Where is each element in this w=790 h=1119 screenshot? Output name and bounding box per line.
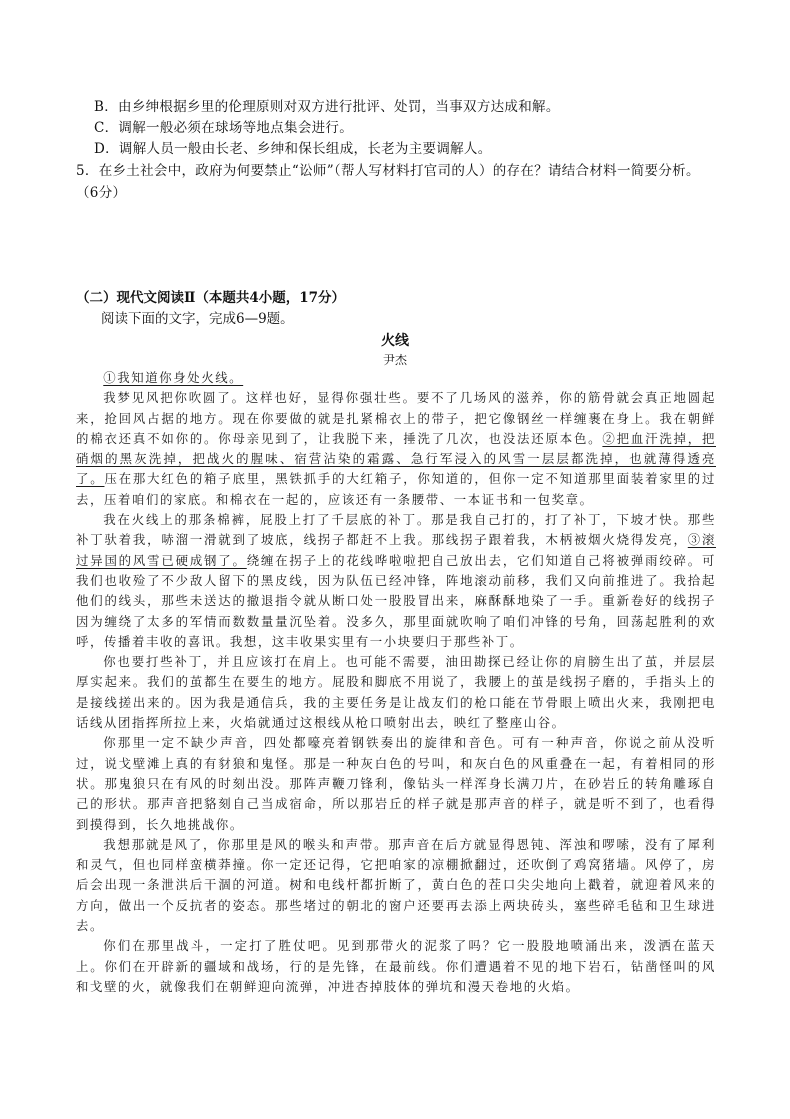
article-author: 尹杰 bbox=[382, 353, 407, 367]
option-b: B．由乡绅根据乡里的伦理原则对双方进行批评、处罚，当事双方达成和解。 bbox=[94, 99, 560, 115]
paragraph-1 bbox=[76, 368, 716, 388]
paragraph-3-part-a: 我在火线上的那条棉裤，屁股上打了千层底的补丁。那是我自己打的，打了补丁，下坡才快。那些补丁驮着我，哧溜一滑就到了坡底，线拐子都赶不上我。那线拐子跟着我，木柄被烟火烧得发亮， bbox=[76, 512, 716, 548]
option-c: C．调解一般必须在球场等地点集会进行。 bbox=[94, 120, 354, 136]
paragraph-3 bbox=[76, 510, 716, 652]
paragraph-2-part-b: 压在那大红色的箱子底里，黑铁抓手的大红箱子，你知道的，但你一定不知道那里面装着家里的过去，压着咱们的家底。和棉衣在一起的，应该还有一条腰带、一本证书和一包奖章。 bbox=[76, 471, 716, 507]
paragraph-6: 我想那就是风了，你那里是风的喉头和声带。那声音在后方就显得恩钝、浑浊和啰嗦，没有了犀利和灵气，但也同样蛮横莽撞。你一定还记得，它把咱家的凉棚掀翻过，还吹倒了鸡窝猪墙。风停了，房后会出现一条泄洪后干涸的河道。树和电线杆都折断了，黄白色的茬口尖尖地向上戳着，就迎着风来的方向，做出一个反抗者的姿态。那些堵过的朝北的窗户还要再去添上两块砖头，塞些碎毛毡和卫生球进去。 bbox=[76, 836, 716, 934]
article-body bbox=[76, 368, 716, 997]
article-title: 火线 bbox=[381, 333, 409, 349]
paragraph-4: 你也要打些补丁，并且应该打在肩上。也可能不需要，油田勘探已经让你的肩膀生出了茧，并层层厚实起来。我们的茧都生在要生的地方。屁股和脚底不用说了，我腰上的茧是线拐子磨的，手指头上的是接线搓出来的。因为我是通信兵，我的主要任务是让战友们的枪口能在节骨眼上喷出火来，我刚把电话线从团指挥所拉上来，火焰就通过这根线从枪口喷射出去，映红了整座山谷。 bbox=[76, 654, 716, 731]
section-instruction: 阅读下面的文字，完成6—9题。 bbox=[101, 311, 294, 327]
question-5-text: 5．在乡土社会中，政府为何要禁止“讼师”（帮人写材料打官司的人）的存在？请结合材料一简要分析。 bbox=[76, 163, 700, 179]
paragraph-2-part-a: 我梦见风把你吹圆了。这样也好，显得你强壮些。要不了几场风的滋养，你的筋骨就会真正地圆起来，抢回风占据的地方。现在你要做的就是扎紧棉衣上的带子，把它像钢丝一样缠裹在身上。我在朝鲜的棉衣还真不如你的。你母亲见到了，让我脱下来，捶洗了几次，也没法还原本色。 bbox=[76, 390, 716, 446]
paragraph-2 bbox=[76, 388, 716, 510]
section-heading: （二）现代文阅读Ⅱ（本题共4小题，17分） bbox=[76, 290, 346, 306]
paragraph-5: 你那里一定不缺少声音，四处都嚎亮着钢铁奏出的旋律和音色。可有一种声音，你说之前从没听过，说戈壁滩上真的有豺狼和鬼怪。那是一种灰白色的号叫，和灰白色的风重叠在一起，有着相同的形状。那鬼狼只在有风的时刻出没。那阵声鞭刀锋利，像钻头一样浑身长满刀片，在砂岩丘的转角雕琢自己的形状。那声音把貉刻自己当成宿命，所以那岩丘的样子就是那声音的样子，就是听不到了，也看得到摸得到，长久地挑战你。 bbox=[76, 735, 716, 832]
question-5 bbox=[76, 160, 736, 204]
paragraph-7: 你们在那里战斗，一定打了胜仗吧。见到那带火的泥浆了吗？它一股股地喷涌出来，泼洒在蓝天上。你们在开辟新的疆域和战场，行的是先锋，在最前线。你们遭遇着不见的地下岩石，钻凿怪叫的风和戈壁的火，就像我们在朝鲜迎向流弹，冲进杏掉肢体的弹坑和漫天卷地的火焰。 bbox=[76, 938, 716, 994]
option-d: D．调解人员一般由长老、乡绅和保长组成，长老为主要调解人。 bbox=[94, 141, 492, 157]
marked-sentence-2: ②把血汗洗掉，把硝烟的黑灰洗掉，把战火的腥味、宿营沾染的霜露、急行军浸入的风雪一层层都洗掉，也就薄得透亮了。 bbox=[76, 430, 716, 487]
marked-sentence-1: ①我知道你身处火线。 bbox=[103, 370, 244, 385]
question-5-score: （6分） bbox=[76, 185, 127, 201]
marked-sentence-3: ③滚过异国的风雪已硬成钢了。 bbox=[76, 532, 716, 568]
paragraph-3-part-b: 绕缠在拐子上的花线哗啦啦把自己放出去，它们知道自己将被弹雨绞碎。可我们也收殓了不少敌人留下的黑皮线，因为队伍已经冲锋，阵地滚动前移，我们又向前推进了。我拾起他们的线头，那些未送达的撤退指令就从断口处一股股冒出来，麻酥酥地染了一手。重新卷好的线拐子因为缠绕了太多的军情而数数量量沉坠着。没多久，那里面就吹响了咱们冲锋的号角，回荡起胜利的欢呼，传播着丰收的喜讯。我想，这丰收果实里有一小块要归于那些补丁。 bbox=[76, 552, 716, 649]
